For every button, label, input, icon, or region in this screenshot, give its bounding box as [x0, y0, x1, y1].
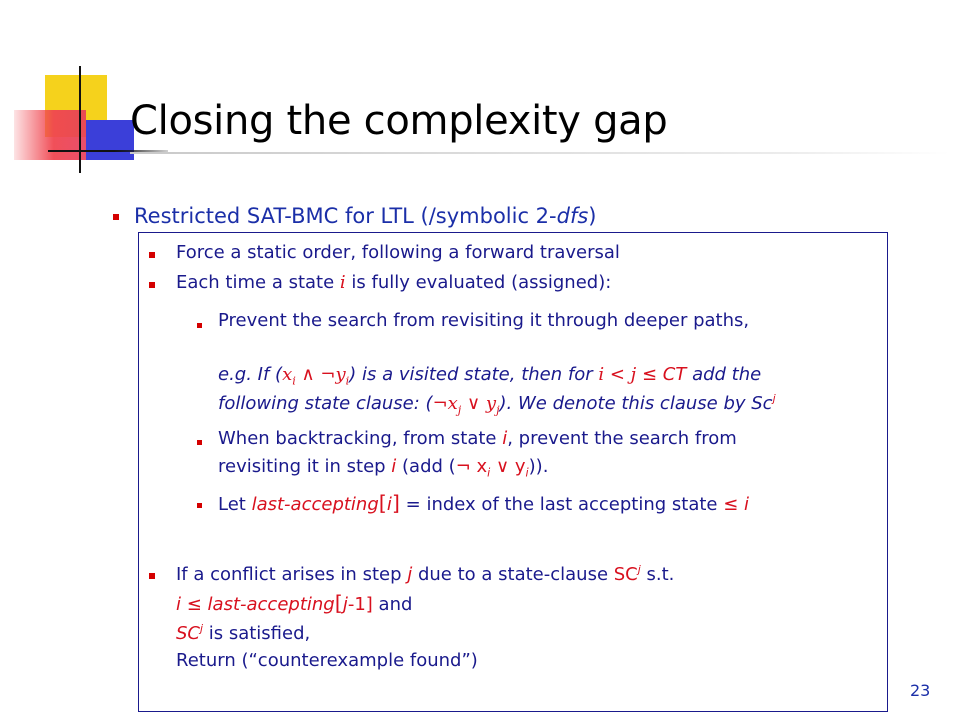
- example-line-2: following state clause: ($\neg x_j$ ∨ $y_j$). We denote this clause by Sc$^j$: [218, 392, 776, 417]
- bullet-last-accepting: Let last-accepting[i] = index of the last accepting state ≤ i: [218, 491, 750, 515]
- bullet-each-time: Each time a state i is fully evaluated (assigned):: [176, 272, 612, 293]
- bullet-icon: [197, 440, 202, 445]
- bullet-icon: [149, 573, 155, 579]
- bullet-backtracking-line-2: revisiting it in step i (add (¬ $x_i$ ∨ $y_i$)).: [218, 456, 549, 480]
- logo-red-square: [14, 110, 86, 160]
- conflict-condition: i ≤ last-accepting[j-1] and: [176, 591, 413, 615]
- bullet-icon: [149, 282, 155, 288]
- bullet-conflict: If a conflict arises in step j due to a state-clause $SC^j$ s.t.: [176, 563, 675, 585]
- return-statement: Return (“counterexample found”): [176, 650, 478, 671]
- logo-blue-square: [86, 120, 134, 160]
- bullet-backtracking-line-1: When backtracking, from state i, prevent the search from: [218, 428, 737, 449]
- level1-item: Restricted SAT-BMC for LTL (/symbolic 2-dfs): [134, 204, 597, 228]
- slide-title: Closing the complexity gap: [130, 98, 668, 144]
- conflict-satisfied: $SC^j$ is satisfied,: [176, 622, 311, 644]
- page-number: 23: [910, 681, 931, 700]
- bullet-icon: [197, 503, 202, 508]
- title-underline: [130, 152, 950, 154]
- bullet-icon: [113, 214, 119, 220]
- bullet-force-order: Force a static order, following a forward traversal: [176, 242, 620, 263]
- bullet-prevent-search: Prevent the search from revisiting it through deeper paths,: [218, 310, 750, 331]
- bullet-icon: [149, 252, 155, 258]
- bullet-icon: [197, 323, 202, 328]
- logo-vertical-line: [79, 66, 81, 173]
- example-line-1: e.g. If ($x_i$ ∧ $\neg y_i$) is a visited state, then for i < j ≤ CT add the: [218, 364, 762, 388]
